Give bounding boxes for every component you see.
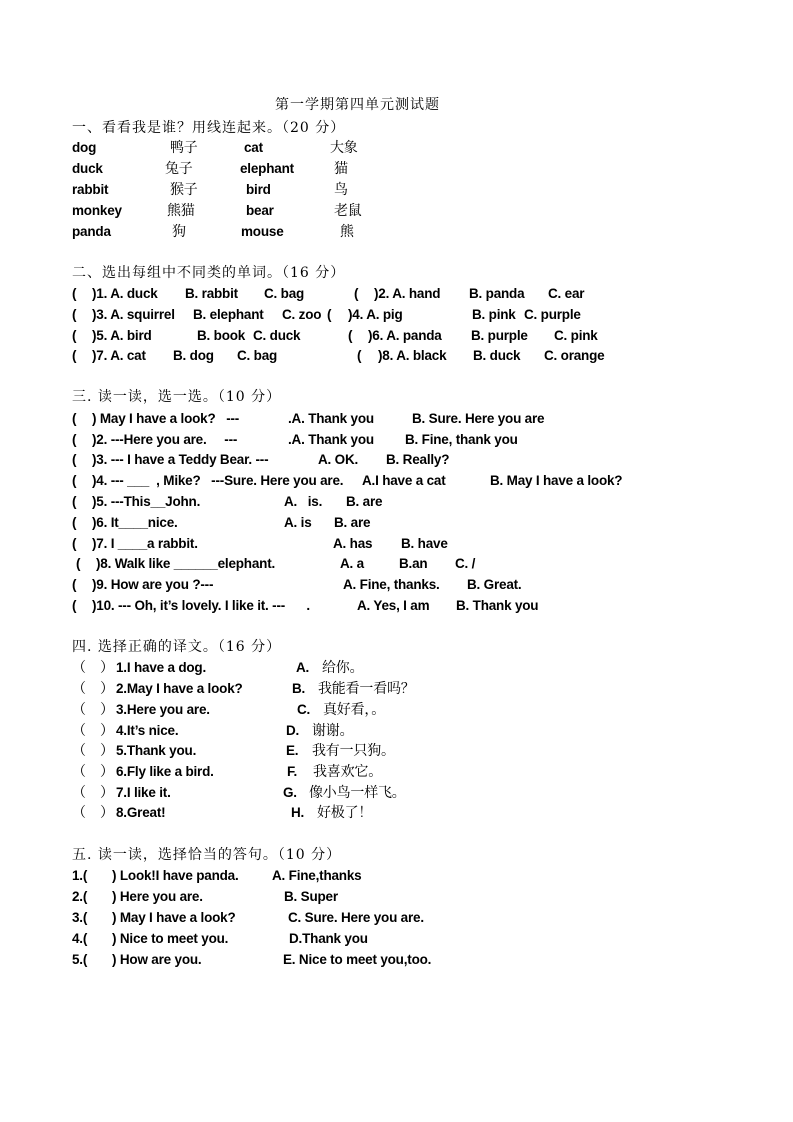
question-row-cell: 像小鸟一样飞。 [309,785,406,801]
question-row-cell: C. pink [554,328,598,343]
question-row-cell: A. Fine,thanks [272,868,362,883]
question-row-cell: B. book [197,328,246,343]
question-row-cell: B. rabbit [185,286,238,301]
question-row-cell: （ [72,723,86,739]
question-row-cell: ( [348,328,353,343]
question-row-cell: B. dog [173,348,214,363]
question-row-cell: ( [72,473,77,488]
question-row-cell: （ [72,702,86,718]
question-row-cell: 3.( [72,910,88,925]
question-row-cell: C. zoo [282,307,322,322]
question-row-cell: 鸟 [334,182,348,198]
question-row-cell: C. duck [253,328,301,343]
question-row-cell: ( [327,307,332,322]
section-heading: 五. 读一读，选择恰当的答句。（10 分） [72,847,342,863]
question-row-cell: 5.Thank you. [116,743,197,758]
question-row-cell: ) How are you. [112,952,202,967]
question-row-cell: bird [246,182,271,197]
question-row-cell: B.an [399,556,428,571]
question-row-cell: )4. --- ___ , Mike? ---Sure. Here you are. [92,473,344,488]
question-row-cell: ( [76,556,81,571]
question-row-cell: 猴子 [170,182,198,198]
question-row-cell: C. bag [264,286,305,301]
page-title: 第一学期第四单元测试题 [275,97,440,113]
question-row-cell: B. Really? [386,452,450,467]
question-row-cell: ） [100,723,114,739]
question-row-cell: 狗 [172,224,186,240]
question-row-cell: A. Yes, I am [357,598,430,613]
question-row-cell: 4.It’s nice. [116,723,179,738]
question-row-cell: ( [72,348,77,363]
question-row-cell: ) May I have a look? [112,910,236,925]
question-row-cell: 8.Great! [116,805,166,820]
question-row-cell: （ [72,660,86,676]
question-row-cell: )6. It____nice. [92,515,178,530]
question-row-cell: )3. A. squirrel [92,307,175,322]
question-row-cell: H. [291,805,305,820]
question-row-cell: )1. A. duck [92,286,158,301]
question-row-cell: ） [100,681,114,697]
question-row-cell: rabbit [72,182,109,197]
question-row-cell: B. have [401,536,448,551]
question-row-cell: mouse [241,224,284,239]
question-row-cell: 5.( [72,952,88,967]
question-row-cell: 1.I have a dog. [116,660,207,675]
question-row-cell: ) Nice to meet you. [112,931,229,946]
question-row-cell: ( [72,328,77,343]
question-row-cell: C. / [455,556,476,571]
question-row-cell: B. pink [472,307,516,322]
question-row-cell: 4.( [72,931,88,946]
question-row-cell: ( [72,432,77,447]
question-row-cell: 2.( [72,889,88,904]
question-row-cell: panda [72,224,111,239]
question-row-cell: ） [100,702,114,718]
question-row-cell: )10. --- Oh, it’s lovely. I like it. --- . [92,598,310,613]
question-row-cell: B. purple [471,328,528,343]
section-heading: 三. 读一读，选一选。（10 分） [72,389,282,405]
question-row-cell: B. panda [469,286,525,301]
section-heading: 一、看看我是谁？用线连起来。（20 分） [72,120,346,136]
question-row-cell: 2.May I have a look? [116,681,243,696]
question-row-cell: 真好看，。 [323,702,385,718]
question-row-cell: C. [297,702,311,717]
question-row-cell: bear [246,203,274,218]
question-row-cell: 好极了！ [317,805,373,821]
question-row-cell: elephant [240,161,294,176]
question-row-cell: ( [72,536,77,551]
question-row-cell: ( [357,348,362,363]
question-row-cell: A. [296,660,310,675]
question-row-cell: monkey [72,203,122,218]
question-row-cell: )6. A. panda [368,328,442,343]
question-row-cell: )8. A. black [378,348,447,363]
question-row-cell: B. Thank you [456,598,539,613]
question-row-cell: E. Nice to meet you,too. [283,952,432,967]
question-row-cell: )3. --- I have a Teddy Bear. --- [92,452,269,467]
question-row-cell: E. [286,743,299,758]
question-row-cell: A. is. [284,494,323,509]
question-row-cell: )4. A. pig [348,307,403,322]
question-row-cell: 6.Fly like a bird. [116,764,214,779]
question-row-cell: 3.Here you are. [116,702,210,717]
question-row-cell: A. OK. [318,452,359,467]
question-row-cell: .A. Thank you [288,432,374,447]
question-row-cell: B. Great. [467,577,522,592]
question-row-cell: 老鼠 [334,203,362,219]
question-row-cell: A. is [284,515,312,530]
question-row-cell: A.I have a cat [362,473,446,488]
question-row-cell: dog [72,140,97,155]
question-row-cell: ) May I have a look? --- [92,411,240,426]
question-row-cell: )2. ---Here you are. --- [92,432,238,447]
question-row-cell: D.Thank you [289,931,368,946]
question-row-cell: ） [100,785,114,801]
question-row-cell: F. [287,764,298,779]
question-row-cell: 熊 [340,224,354,240]
question-row-cell: 1.( [72,868,88,883]
question-row-cell: （ [72,764,86,780]
question-row-cell: ） [100,743,114,759]
question-row-cell: ( [72,307,77,322]
question-row-cell: )9. How are you ?--- [92,577,214,592]
question-row-cell: )5. ---This__John. [92,494,201,509]
question-row-cell: B. elephant [193,307,264,322]
question-row-cell: ( [354,286,359,301]
question-row-cell: D. [286,723,300,738]
question-row-cell: C. Sure. Here you are. [288,910,424,925]
question-row-cell: B. are [334,515,371,530]
question-row-cell: ( [72,598,77,613]
question-row-cell: 我喜欢它。 [313,764,382,780]
question-row-cell: A. Fine, thanks. [343,577,440,592]
question-row-cell: ） [100,660,114,676]
question-row-cell: )7. I ____a rabbit. [92,536,198,551]
question-row-cell: A. has [333,536,373,551]
question-row-cell: )8. Walk like ______elephant. [96,556,276,571]
question-row-cell: B. May I have a look? [490,473,623,488]
question-row-cell: 我能看一看吗？ [318,681,415,697]
section-heading: 二、选出每组中不同类的单词。（16 分） [72,265,346,281]
question-row-cell: )2. A. hand [374,286,441,301]
question-row-cell: C. orange [544,348,605,363]
question-row-cell: ) Look!I have panda. [112,868,239,883]
question-row-cell: （ [72,743,86,759]
question-row-cell: ） [100,805,114,821]
question-row-cell: B. [292,681,306,696]
question-row-cell: 谢谢。 [312,723,354,739]
question-row-cell: )5. A. bird [92,328,152,343]
question-row-cell: ( [72,515,77,530]
question-row-cell: C. bag [237,348,278,363]
question-row-cell: )7. A. cat [92,348,146,363]
question-row-cell: C. ear [548,286,585,301]
question-row-cell: 鸭子 [170,140,198,156]
question-row-cell: 7.I like it. [116,785,171,800]
question-row-cell: B. are [346,494,383,509]
question-row-cell: .A. Thank you [288,411,374,426]
question-row-cell: A. a [340,556,364,571]
question-row-cell: （ [72,805,86,821]
question-row-cell: （ [72,681,86,697]
question-row-cell: 兔子 [165,161,193,177]
question-row-cell: B. Sure. Here you are [412,411,545,426]
question-row-cell: 猫 [334,161,348,177]
section-heading: 四. 选择正确的译文。（16 分） [72,639,282,655]
question-row-cell: ） [100,764,114,780]
question-row-cell: （ [72,785,86,801]
question-row-cell: ( [72,577,77,592]
question-row-cell: G. [283,785,297,800]
question-row-cell: 我有一只狗。 [312,743,395,759]
question-row-cell: cat [244,140,263,155]
question-row-cell: 大象 [330,140,358,156]
question-row-cell: ( [72,494,77,509]
question-row-cell: B. duck [473,348,521,363]
question-row-cell: C. purple [524,307,581,322]
question-row-cell: duck [72,161,103,176]
question-row-cell: 给你。 [322,660,364,676]
question-row-cell: ( [72,452,77,467]
question-row-cell: B. Super [284,889,338,904]
question-row-cell: B. Fine, thank you [405,432,518,447]
question-row-cell: 熊猫 [167,203,195,219]
question-row-cell: ( [72,411,77,426]
question-row-cell: ) Here you are. [112,889,203,904]
question-row-cell: ( [72,286,77,301]
